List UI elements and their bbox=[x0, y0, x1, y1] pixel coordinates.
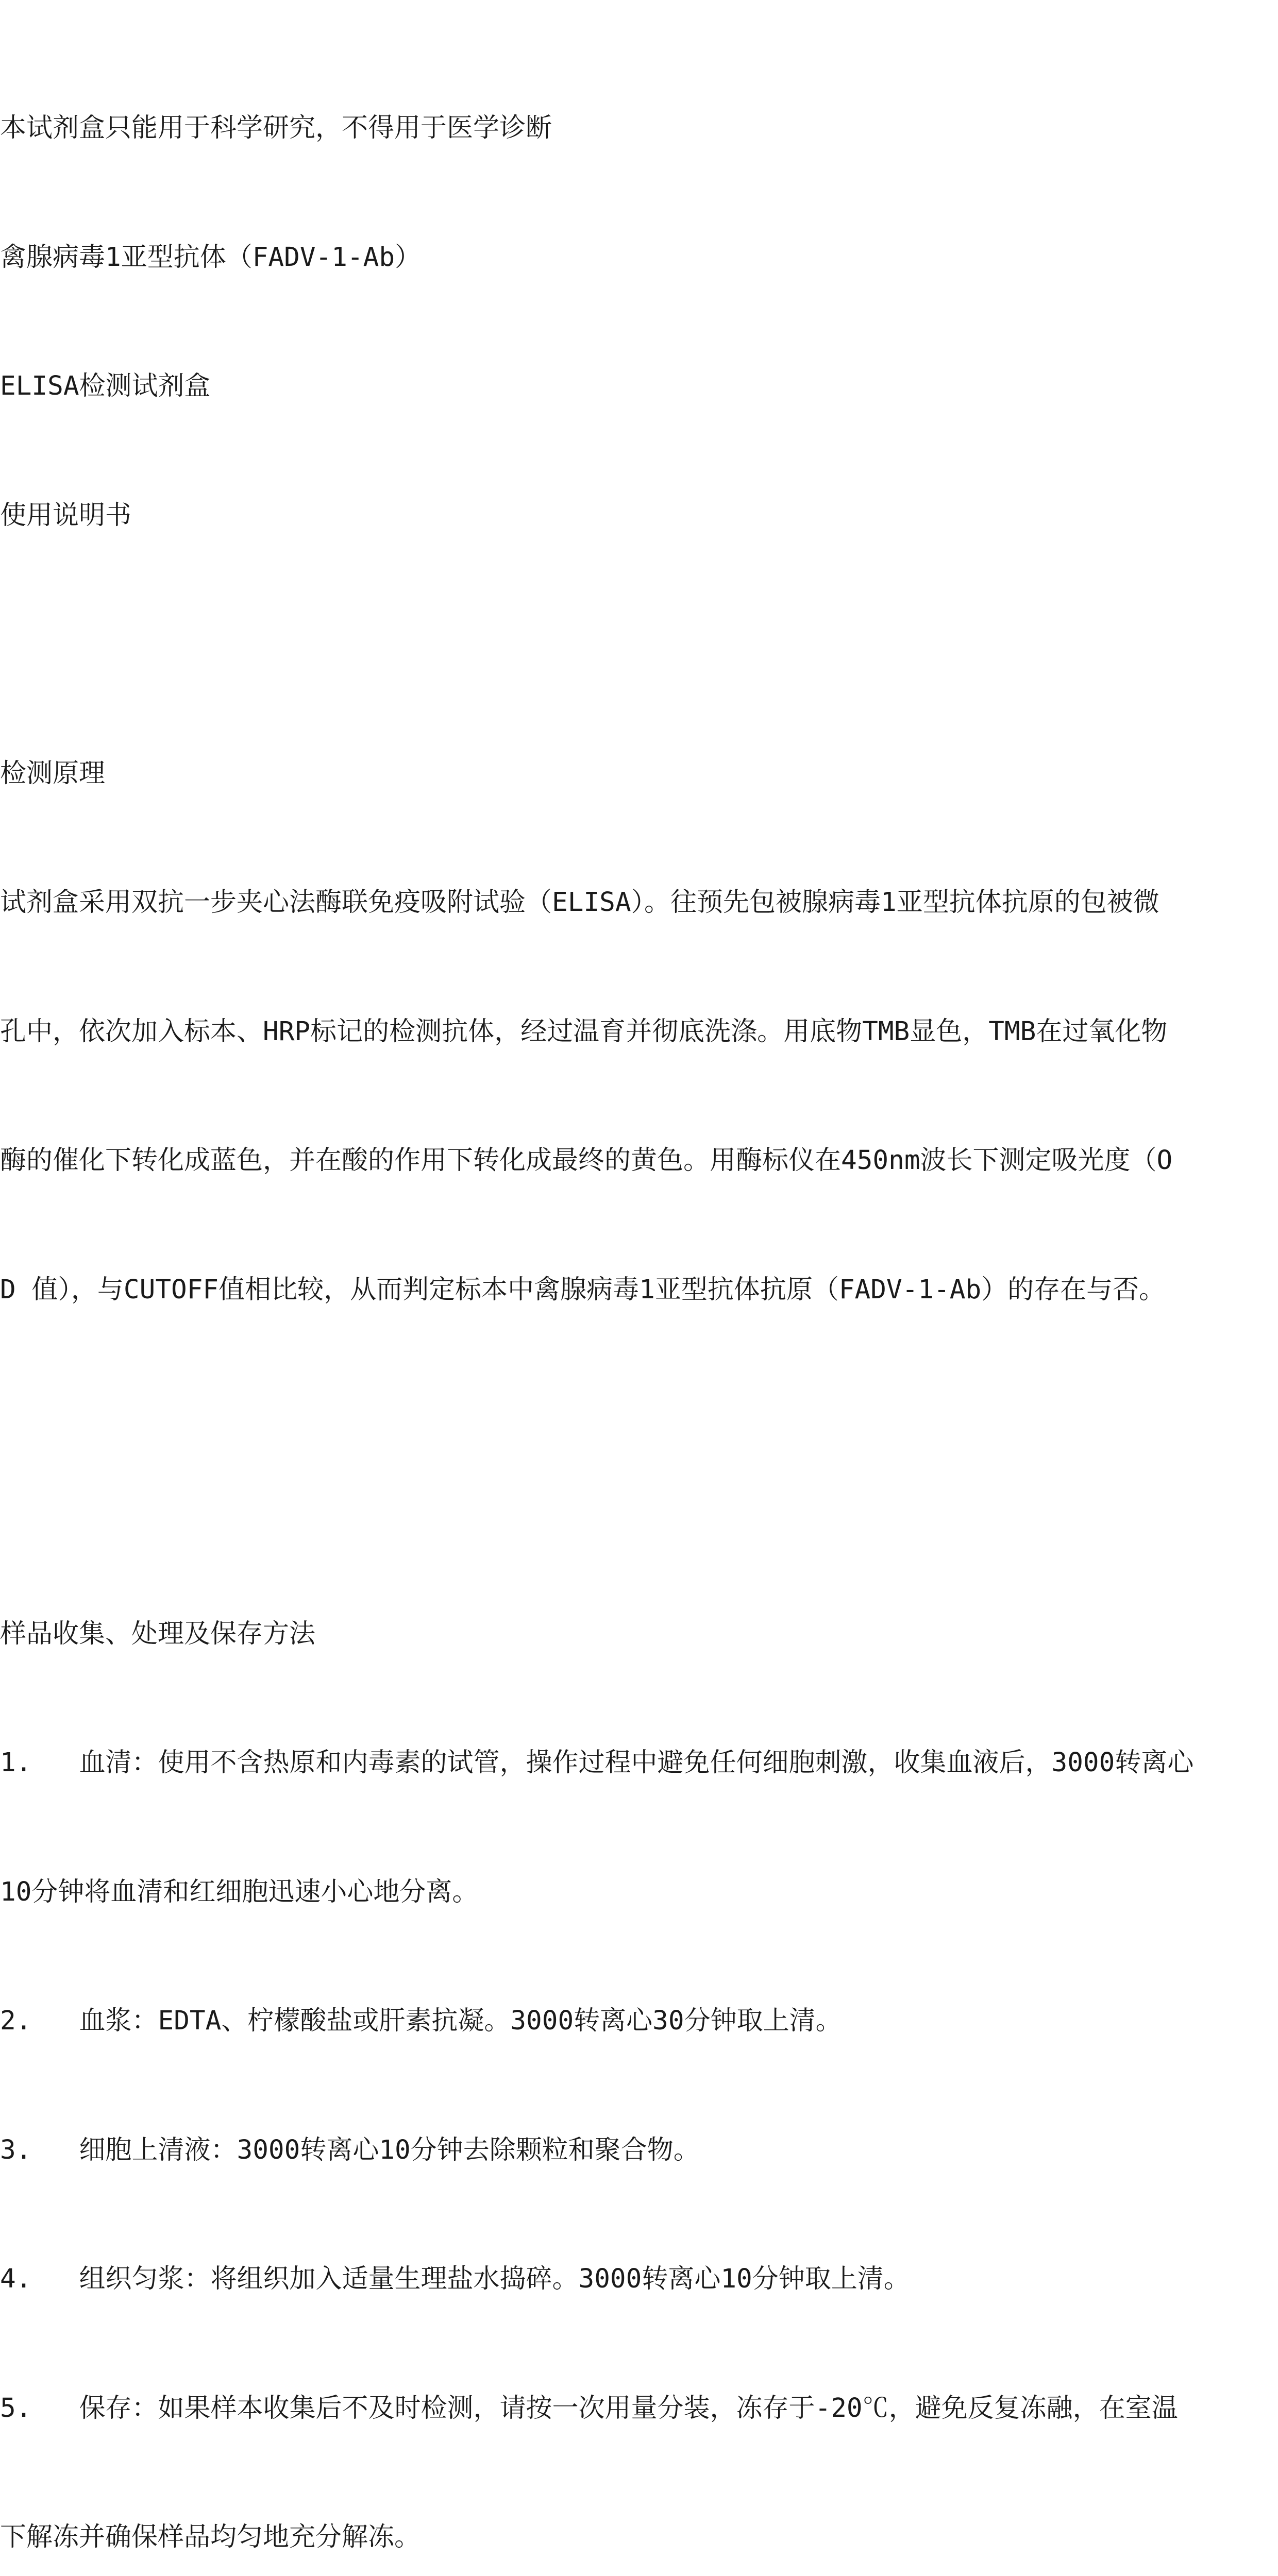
principle-section bbox=[0, 666, 1275, 1398]
sample-collection-line: 1. 血清：使用不含热原和内毒素的试管，操作过程中避免任何细胞刺激，收集血液后，3000转离心 bbox=[0, 1741, 1275, 1785]
sample-collection-heading: 样品收集、处理及保存方法 bbox=[0, 1613, 1275, 1656]
sample-collection-section bbox=[0, 1527, 1275, 2576]
principle-line: 孔中，依次加入标本、HRP标记的检测抗体，经过温育并彻底洗涤。用底物TMB显色，TMB在过氧化物 bbox=[0, 1010, 1275, 1054]
disclaimer: 本试剂盒只能用于科学研究，不得用于医学诊断 bbox=[0, 107, 1275, 150]
principle-heading: 检测原理 bbox=[0, 752, 1275, 795]
sample-collection-line: 2. 血浆：EDTA、柠檬酸盐或肝素抗凝。3000转离心30分钟取上清。 bbox=[0, 1999, 1275, 2043]
principle-line: D 值），与CUTOFF值相比较，从而判定标本中禽腺病毒1亚型抗体抗原（FADV-1-Ab）的存在与否。 bbox=[0, 1268, 1275, 1312]
sample-collection-line: 5. 保存：如果样本收集后不及时检测，请按一次用量分装，冻存于-20℃，避免反复冻融，在室温 bbox=[0, 2387, 1275, 2430]
sample-collection-line: 3. 细胞上清液：3000转离心10分钟去除颗粒和聚合物。 bbox=[0, 2129, 1275, 2172]
product-name: 禽腺病毒1亚型抗体（FADV-1-Ab） bbox=[0, 236, 1275, 279]
principle-line: 酶的催化下转化成蓝色，并在酸的作用下转化成最终的黄色。用酶标仪在450nm波长下测定吸光度（O bbox=[0, 1139, 1275, 1182]
principle-line: 试剂盒采用双抗一步夹心法酶联免疫吸附试验（ELISA）。往预先包被腺病毒1亚型抗体抗原的包被微 bbox=[0, 881, 1275, 924]
sample-collection-line: 4. 组织匀浆：将组织加入适量生理盐水捣碎。3000转离心10分钟取上清。 bbox=[0, 2258, 1275, 2301]
manual-title: 使用说明书 bbox=[0, 494, 1275, 537]
product-type: ELISA检测试剂盒 bbox=[0, 365, 1275, 408]
sample-collection-line: 10分钟将血清和红细胞迅速小心地分离。 bbox=[0, 1871, 1275, 1914]
document bbox=[0, 21, 1275, 2576]
sample-collection-line: 下解冻并确保样品均匀地充分解冻。 bbox=[0, 2516, 1275, 2559]
